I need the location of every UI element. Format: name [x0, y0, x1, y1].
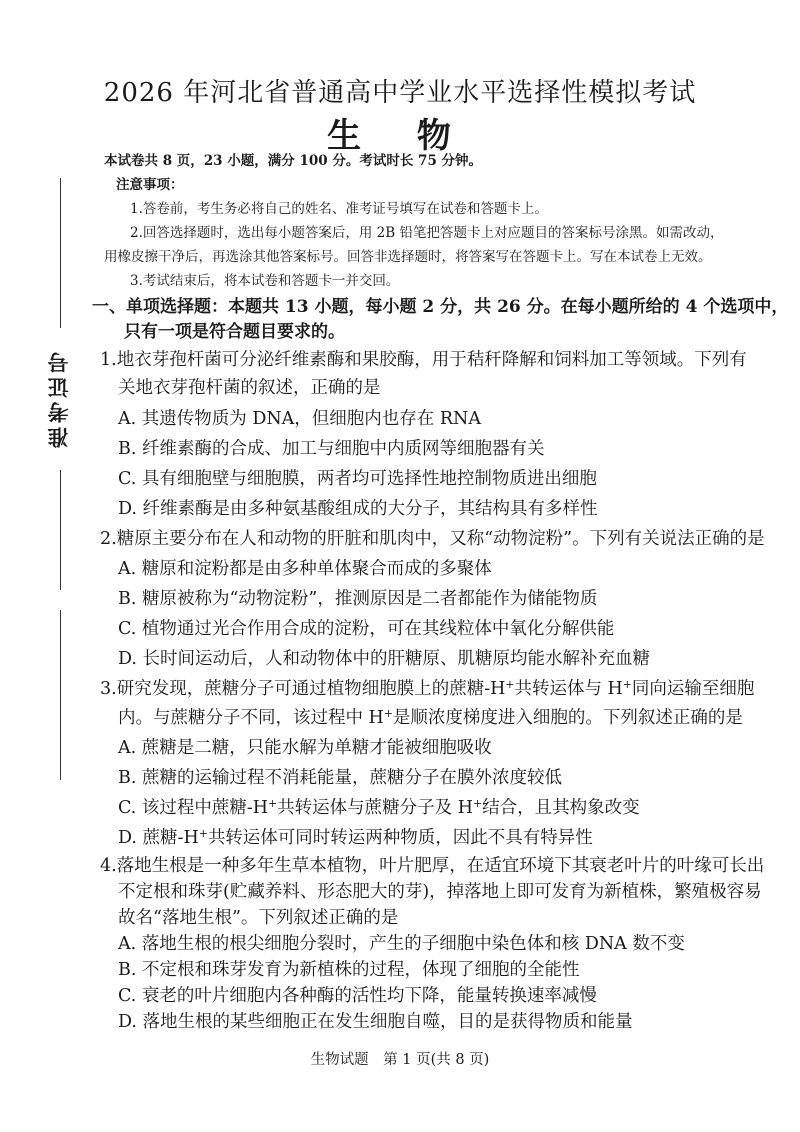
binding-line-bottom: [60, 610, 61, 780]
superscript-plus: +: [198, 827, 208, 841]
binding-line-middle: [60, 470, 61, 590]
q3-option-d: [118, 827, 593, 848]
q1-option-a: A. 其遗传物质为 DNA，但细胞内也存在 RNA: [118, 409, 481, 429]
q3-option-d-part-2: 共转运体可同时转运两种物质，因此不具有特异性: [207, 828, 593, 848]
q3-stem: [100, 678, 755, 699]
q4-option-d: D. 落地生根的某些细胞正在发生细胞自噬，目的是获得物质和能量: [118, 1012, 633, 1032]
q4-option-a: A. 落地生根的根尖细胞分裂时，产生的子细胞中染色体和核 DNA 数不变: [118, 934, 685, 954]
q3-stem-cont-part-1: 内。与蔗糖分子不同，该过程中 H: [118, 708, 384, 728]
q3-option-a: A. 蔗糖是二糖，只能水解为单糖才能被细胞吸收: [118, 738, 492, 758]
q3-option-c-part-1: C. 该过程中蔗糖-H: [118, 798, 269, 818]
note-3: 3.考试结束后，将本试卷和答题卡一并交回。: [130, 273, 400, 289]
exam-number-label: 准考证号: [47, 348, 71, 448]
q2-option-a: A. 糖原和淀粉都是由多种单体聚合而成的多聚体: [118, 559, 492, 579]
q1-option-c: C. 具有细胞壁与细胞膜，两者均可选择性地控制物质进出细胞: [118, 469, 597, 489]
superscript-plus: +: [473, 797, 483, 811]
page-footer: 生物试题 第 1 页(共 8 页): [310, 1052, 490, 1068]
q2-option-b: B. 糖原被称为“动物淀粉”，推测原因是二者都能作为储能物质: [118, 589, 598, 609]
q3-option-d-part-1: D. 蔗糖-H: [118, 828, 199, 848]
q3-option-b: B. 蔗糖的运输过程不消耗能量，蔗糖分子在膜外浓度较低: [118, 768, 562, 788]
q2-option-d: D. 长时间运动后，人和动物体中的肝糖原、肌糖原均能水解补充血糖: [118, 649, 651, 669]
exam-info: 本试卷共 8 页，23 小题，满分 100 分。考试时长 75 分钟。: [104, 153, 483, 169]
q3-stem-cont: [118, 707, 743, 728]
q3-option-c: [118, 797, 640, 818]
subject-title: 生 物: [327, 116, 473, 156]
q4-stem: 4.落地生根是一种多年生草本植物，叶片肥厚，在适宜环境下其衰老叶片的叶缘可长出: [100, 856, 765, 876]
q2-stem: 2.糖原主要分布在人和动物的肝脏和肌肉中，又称“动物淀粉”。下列有关说法正确的是: [100, 529, 765, 549]
q3-stem-cont-part-2: 是顺浓度梯度进入细胞的。下列叙述正确的是: [392, 708, 743, 728]
q1-stem-cont: 关地衣芽孢杆菌的叙述，正确的是: [118, 378, 381, 398]
note-1: 1.答卷前，考生务必将自己的姓名、准考证号填写在试卷和答题卡上。: [130, 201, 548, 217]
q3-option-c-part-2: 共转运体与蔗糖分子及 H: [277, 798, 473, 818]
q3-stem-part-3: 同向运输至细胞: [631, 679, 755, 699]
note-2-line-1: 2.回答选择题时，选出每小题答案后，用 2B 铅笔把答题卡上对应题目的答案标号涂黑。如需改动，: [130, 225, 724, 241]
superscript-plus: +: [622, 678, 632, 692]
q3-stem-part-2: 共转运体与 H: [514, 679, 623, 699]
superscript-plus: +: [505, 678, 515, 692]
section-1-heading-cont: 只有一项是符合题目要求的。: [124, 322, 345, 342]
superscript-plus: +: [383, 707, 393, 721]
q4-stem-cont-1: 不定根和珠芽(贮藏养料、形态肥大的芽)，掉落地上即可发育为新植株，繁殖极容易: [118, 882, 762, 902]
superscript-plus: +: [268, 797, 278, 811]
q4-stem-cont-2: 故名“落地生根”。下列叙述正确的是: [118, 908, 399, 928]
binding-line-top: [60, 178, 61, 328]
notes-heading: 注意事项：: [116, 177, 184, 193]
note-2-line-2: 用橡皮擦干净后，再选涂其他答案标号。回答非选择题时，将答案写在答题卡上。写在本试卷上无效。: [104, 249, 712, 265]
q4-option-b: B. 不定根和珠芽发育为新植株的过程，体现了细胞的全能性: [118, 960, 580, 980]
q1-stem: 1.地衣芽孢杆菌可分泌纤维素酶和果胶酶，用于秸秆降解和饲料加工等领域。下列有: [100, 350, 747, 370]
q1-option-b: B. 纤维素酶的合成、加工与细胞中内质网等细胞器有关: [118, 439, 545, 459]
exam-title: 2026 年河北省普通高中学业水平选择性模拟考试: [103, 78, 697, 108]
section-1-heading: 一、单项选择题：本题共 13 小题，每小题 2 分，共 26 分。在每小题所给的 4 个选项中，: [92, 297, 789, 317]
q2-option-c: C. 植物通过光合作用合成的淀粉，可在其线粒体中氧化分解供能: [118, 619, 615, 639]
q4-option-c: C. 衰老的叶片细胞内各种酶的活性均下降，能量转换速率减慢: [118, 986, 597, 1006]
q3-stem-part-1: 3.研究发现，蔗糖分子可通过植物细胞膜上的蔗糖-H: [100, 679, 506, 699]
q3-option-c-part-3: 结合，且其构象改变: [482, 798, 640, 818]
q1-option-d: D. 纤维素酶是由多种氨基酸组成的大分子，其结构具有多样性: [118, 499, 598, 519]
